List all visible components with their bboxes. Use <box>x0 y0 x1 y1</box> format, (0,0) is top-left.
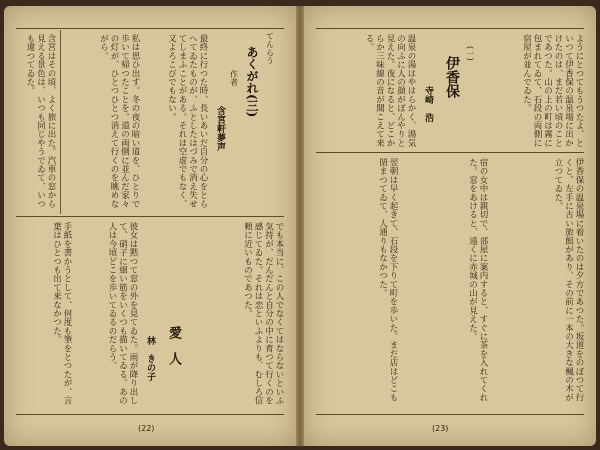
serial-title: あくがれ(三) <box>245 46 259 118</box>
middle-rule <box>16 216 284 217</box>
middle-rule <box>316 152 584 153</box>
page-number: (22) <box>138 424 155 433</box>
top-rule <box>16 28 284 29</box>
story-author: 林 きの子 <box>145 336 155 381</box>
column-divider <box>60 30 61 214</box>
lower-text-a: 伊香保の温泉場に着いたのは夕方であつた。坂道をのぼつて行くと、左手に古い旅館があり、その前に一本の大きな楓の木が立つてゐた。 <box>553 158 584 402</box>
lower-text-a: でも本当に、この人でなくてはならないといふ気持が、だんだんと自分の中に育つて行くのを感じてゐた。それは恋といふよりも、むしろ信頼に近いものであつた。 <box>242 222 284 405</box>
column-label: てんらう <box>265 32 275 65</box>
page-number: (23) <box>432 424 449 433</box>
lower-text-b: 彼女は黙つて窓の外を見てゐた。雨が降り出して、硝子に細い筋をいくつも描いてゐる。あの人は今頃どこを歩いてゐるのだらう。 <box>107 222 138 405</box>
serial-author: 含宮軒夢声 <box>215 106 225 151</box>
story-title: 愛 人 <box>166 326 181 365</box>
bottom-rule <box>16 414 284 415</box>
upper-text-c: 含宮はその頃、よく旅に出た。汽車の窓から見える景色は、いつも同じやうでゐて、いつも違つてゐた。 <box>25 34 56 208</box>
lower-text-c: 手紙を書かうとして、何度も筆をとつたが、言葉はひとつも出て来なかつた。 <box>51 222 72 405</box>
upper-text-a: 最終に行つた時、長いあいだ自分の心をとらへてゐたものが、ふとしたはづみで消え失せてしまふことがある。それは空虚でもなく、又よろこびでもない。 <box>166 34 208 208</box>
left-page <box>4 6 296 446</box>
essay-author: 寺崎 浩 <box>423 86 433 122</box>
lower-text-c: 翌朝は早く起きて、石段を下りて町を歩いた。まだ店はどこも閉まつてゐて、人通りもなかつた。 <box>377 158 398 402</box>
bottom-rule <box>316 414 584 415</box>
essay-title: 伊香保 <box>444 56 460 98</box>
lower-text-b: 宿の女中は親切で、部屋に案内すると、すぐに茶を入れてくれた。窓をあけると、遠くに赤城の山が見えた。 <box>467 158 488 402</box>
right-page <box>304 6 596 446</box>
upper-text-a: ようにとつてもうつたよ、といつて伊香保の温泉場に出かけたのは、まだ若い頃のことであつた。山の上の町は霧に包まれてゐて、石段の両側に宿屋が並んでゐた。 <box>521 34 584 148</box>
section-mark: (一) <box>465 46 475 61</box>
upper-text-b: 温泉の湯はやはらかく、湯気の向ふに人の顔がぼんやりと見えた。夜になると、どこからか三味線の音が聞こえて来る。 <box>364 34 416 148</box>
top-rule <box>316 28 584 29</box>
upper-text-b: 私は思ひ出す。冬の夜の暗い道を、ひとりで歩いて帰つたことを。道の両側に並んだ家々の灯が、ひとつひとつ消えて行くのを眺めながら。 <box>98 34 140 208</box>
byline-small: 作者 <box>229 70 239 87</box>
